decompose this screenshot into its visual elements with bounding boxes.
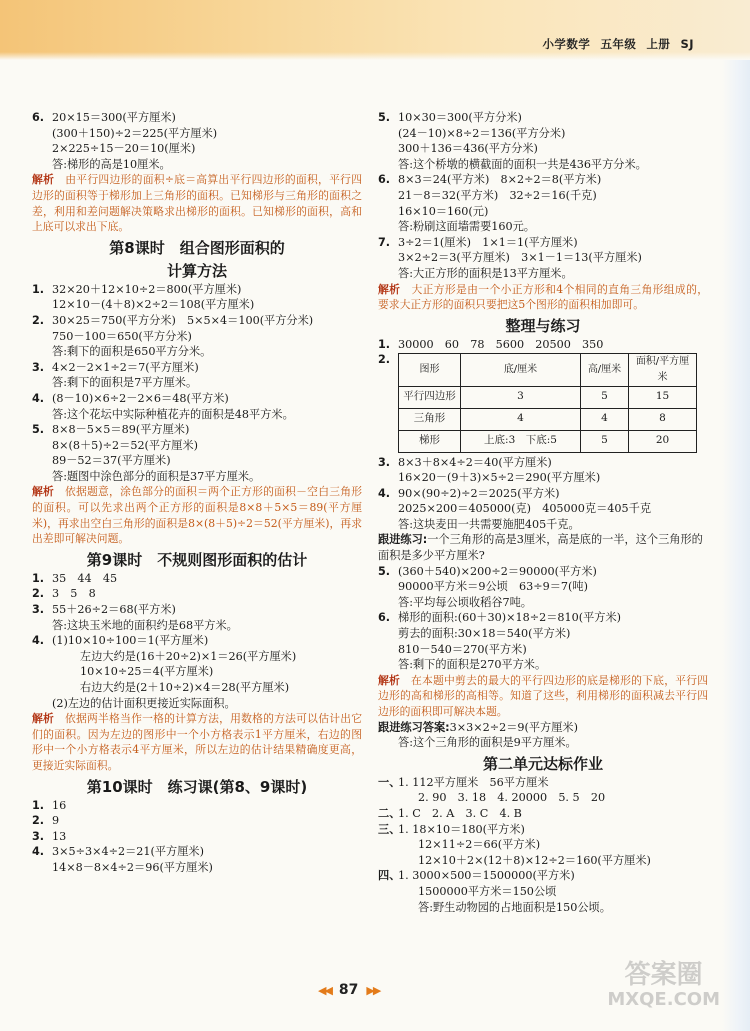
- answer-line: [378, 610, 708, 626]
- item-number: 5.: [378, 111, 391, 124]
- answer-line: [378, 110, 708, 126]
- answer-line: [378, 822, 708, 838]
- answer-text: 答:这块麦田一共需要施肥405千克。: [398, 517, 580, 531]
- answer-text: 8×3＋8×4÷2＝40(平方厘米): [398, 455, 552, 469]
- item-number: 四、: [378, 869, 401, 883]
- explanation-block: [378, 282, 708, 313]
- item-number: 一、: [378, 775, 401, 789]
- answer-line: [32, 813, 362, 829]
- follow-up-block: [378, 532, 708, 563]
- answer-line: [378, 642, 708, 658]
- answer-line: [378, 219, 708, 235]
- explanation-text: 在本题中剪去的最大的平行四边形的底是梯形的下底，平行四边形的高和梯形的高相等。知道了这些，利用梯形的面积减去平行四边形的面积即可解决本题。: [378, 673, 709, 718]
- answer-line: [378, 868, 708, 884]
- answer-text: 答:野生动物园的占地面积是150公顷。: [418, 900, 611, 914]
- answer-text: 16×10＝160(元): [398, 204, 489, 218]
- answer-line: [32, 571, 362, 587]
- answer-text: 55＋26÷2＝68(平方米): [52, 603, 176, 617]
- table-cell: 三角形: [399, 408, 461, 430]
- explanation-text: 由平行四边形的面积÷底＝高算出平行四边形的面积，平行四边形的面积等于梯形加上三角形的面积。已知梯形与三角形的面积之差，利用和差问题解决策略求出梯形的面积。已知梯形的面积，高和上底可以求出下底。: [32, 173, 363, 234]
- answer-line: [378, 564, 708, 580]
- answer-line: [32, 829, 362, 845]
- answer-text: 8×8－5×5＝89(平方厘米): [52, 423, 190, 437]
- answer-text: 30000 60 78 5600 20500 350: [398, 337, 604, 351]
- answer-text: 10×30＝300(平方分米): [398, 111, 522, 124]
- answer-text: 1500000平方米＝150公顷: [418, 884, 557, 898]
- right-column: [378, 110, 708, 915]
- item-number: 1.: [32, 798, 45, 812]
- explanation-block: [32, 711, 362, 773]
- answer-line: [378, 806, 708, 822]
- answer-text: 12×10＋2×(12＋8)×12÷2＝160(平方厘米): [418, 853, 651, 867]
- table-cell: 梯形: [399, 430, 461, 452]
- answer-line: [378, 141, 708, 157]
- table-cell: 4: [461, 408, 581, 430]
- item-number: 3.: [32, 360, 45, 374]
- answer-text: 20×15＝300(平方厘米): [52, 111, 176, 124]
- item-number: 4.: [32, 845, 45, 859]
- explanation-block: [32, 172, 362, 234]
- item-number: 6.: [32, 111, 45, 124]
- answer-text: 35 44 45: [52, 571, 118, 585]
- section-title: 整理与练习: [505, 316, 581, 335]
- answer-line: [32, 391, 362, 407]
- answer-line: [32, 141, 362, 157]
- answer-line: [378, 579, 708, 595]
- answer-text: 1. C 2. A 3. C 4. B: [398, 806, 522, 820]
- answer-line: [378, 884, 708, 900]
- answer-text: 答:梯形的高是10厘米。: [52, 157, 171, 171]
- section-title: 第10课时 练习课(第8、9课时): [86, 777, 308, 796]
- follow-up-text: 3×3×2÷2＝9(平方厘米): [449, 720, 578, 734]
- answer-text: 答:剩下的面积是650平方分米。: [52, 345, 212, 359]
- answer-text: 2. 90 3. 18 4. 20000 5. 5 20: [418, 791, 606, 805]
- page-number: 87: [338, 982, 359, 998]
- answer-text: 1. 3000×500＝1500000(平方米): [398, 869, 575, 883]
- book-volume: 上册: [646, 37, 671, 51]
- answer-line: [32, 157, 362, 173]
- answer-text: 8×(8＋5)÷2＝52(平方厘米): [52, 438, 199, 452]
- answer-text: 答:剩下的面积是7平方厘米。: [52, 376, 198, 390]
- answer-line: [32, 602, 362, 618]
- answer-line: [378, 188, 708, 204]
- follow-up-text: 一个三角形的高是3厘米，高是底的一半，这个三角形的面积是多少平方厘米?: [378, 533, 703, 563]
- item-number: 3.: [32, 603, 45, 617]
- answer-text: 答:这个三角形的面积是9平方厘米。: [398, 736, 577, 750]
- answer-line: [378, 250, 708, 266]
- answer-line: [32, 407, 362, 423]
- answer-text: 3÷2＝1(厘米) 1×1＝1(平方厘米): [398, 235, 578, 249]
- answer-line: [378, 517, 708, 533]
- answer-line: [32, 438, 362, 454]
- item-number: 1.: [32, 571, 45, 585]
- answer-text: 剪去的面积:30×18＝540(平方米): [398, 627, 571, 641]
- item-number: 6.: [378, 611, 391, 625]
- item-number: 5.: [378, 564, 391, 578]
- answer-line: [32, 344, 362, 360]
- item-number: 6.: [378, 173, 391, 187]
- item-number: 4.: [32, 391, 45, 405]
- table-cell: 5: [581, 386, 629, 408]
- answer-text: 答:这块玉米地的面积约是68平方米。: [52, 618, 238, 632]
- explanation-label: 解析: [32, 485, 55, 499]
- answer-line: [378, 470, 708, 486]
- table-header-cell: 底/厘米: [461, 354, 581, 386]
- table-cell: 5: [581, 430, 629, 452]
- answer-text: 梯形的面积:(60＋30)×18÷2＝810(平方米): [398, 611, 622, 625]
- answer-line: [378, 126, 708, 142]
- answer-text: 12×11÷2＝66(平方米): [418, 838, 541, 852]
- answer-line: [32, 375, 362, 391]
- table-row: [399, 430, 697, 452]
- answer-line: [32, 329, 362, 345]
- answer-line: [32, 469, 362, 485]
- book-grade: 五年级: [600, 37, 637, 51]
- item-number: 1.: [378, 337, 391, 351]
- page-edge-strip: [722, 60, 750, 1031]
- answer-line: [32, 126, 362, 142]
- answer-line: [378, 837, 708, 853]
- answer-text: 21－8＝32(平方米) 32÷2＝16(千克): [398, 188, 597, 202]
- section-title: 第9课时 不规则图形面积的估计: [86, 550, 308, 569]
- explanation-label: 解析: [32, 712, 55, 726]
- book-tag: [532, 37, 694, 53]
- answer-line: [32, 110, 362, 126]
- answer-line: [32, 360, 362, 376]
- answer-line: [378, 157, 708, 173]
- answer-text: (1)10×10÷100＝1(平方厘米): [52, 634, 209, 648]
- answer-text: 300＋136＝436(平方分米): [398, 142, 538, 156]
- table-cell: 15: [629, 386, 697, 408]
- explanation-block: [32, 484, 362, 546]
- item-number: 2.: [32, 313, 45, 327]
- answer-text: 左边大约是(16＋20÷2)×1＝26(平方厘米): [80, 649, 297, 663]
- item-number: 2.: [32, 814, 45, 828]
- answer-text: (300＋150)÷2＝225(平方厘米): [52, 126, 218, 140]
- table-header-cell: 面积/平方厘米: [629, 354, 697, 386]
- answer-text: 答:平均每公顷收稻谷7吨。: [398, 595, 532, 609]
- answer-text: 90000平方米＝9公顷 63÷9＝7(吨): [398, 580, 588, 594]
- answer-line: [32, 680, 362, 696]
- table-cell: 3: [461, 386, 581, 408]
- answer-text: 1. 18×10＝180(平方米): [398, 822, 525, 836]
- answer-text: 答:这个花坛中实际种植花卉的面积是48平方米。: [52, 407, 294, 421]
- item-number: 7.: [378, 235, 391, 249]
- answer-line: [32, 649, 362, 665]
- answer-line: [378, 486, 708, 502]
- item-number: 2.: [378, 353, 391, 367]
- answer-line: [378, 790, 708, 806]
- table-item: [378, 352, 708, 452]
- answer-line: [378, 501, 708, 517]
- answer-text: 2025×200＝405000(克) 405000克＝405千克: [398, 502, 652, 516]
- item-number: 4.: [378, 486, 391, 500]
- answer-line: [32, 844, 362, 860]
- answer-text: 32×20＋12×10÷2＝800(平方厘米): [52, 282, 242, 296]
- answer-text: (8－10)×6÷2－2×6＝48(平方米): [52, 391, 229, 405]
- answer-text: 13: [52, 829, 67, 843]
- answer-line: [378, 266, 708, 282]
- item-number: 二、: [378, 806, 401, 820]
- answer-text: 4×2－2×1÷2＝7(平方厘米): [52, 360, 199, 374]
- explanation-label: 解析: [32, 173, 55, 187]
- answer-line: [32, 453, 362, 469]
- answer-line: [32, 313, 362, 329]
- answer-text: 答:粉刷这面墙需要160元。: [398, 220, 535, 234]
- answer-line: [378, 595, 708, 611]
- book-edition: SJ: [680, 37, 694, 51]
- answer-text: 右边大约是(2＋10÷2)×4＝28(平方厘米): [80, 681, 290, 694]
- answer-line: [32, 633, 362, 649]
- answer-text: 3×5÷3×4÷2＝21(平方厘米): [52, 845, 204, 859]
- follow-up-label: 跟进练习答案:: [378, 720, 450, 734]
- item-number: 1.: [32, 282, 45, 296]
- answer-line: [378, 775, 708, 791]
- answer-text: 16: [52, 798, 67, 812]
- section-title: 计算方法: [166, 261, 227, 280]
- item-number: 3.: [378, 455, 391, 469]
- answer-text: 2×225÷15－20＝10(厘米): [52, 142, 196, 156]
- answer-line: [378, 735, 708, 751]
- left-column: [32, 110, 362, 876]
- table-cell: 平行四边形: [399, 386, 461, 408]
- answer-line: [378, 204, 708, 220]
- follow-up-label: 跟进练习:: [378, 533, 428, 547]
- answer-table: [398, 353, 697, 452]
- answer-line: [32, 586, 362, 602]
- answer-line: [32, 860, 362, 876]
- explanation-text: 依据题意，涂色部分的面积＝两个正方形的面积－空白三角形的面积。可以先求出两个正方形的面积是8×8＋5×5＝89(平方厘米)，再求出空白三角形的面积是8×(8＋5)÷2＝52(平方厘米)，再求出差即可解决问题。: [32, 485, 363, 546]
- table-row: [399, 386, 697, 408]
- answer-line: [378, 853, 708, 869]
- explanation-label: 解析: [378, 282, 401, 296]
- table-header-cell: 高/厘米: [581, 354, 629, 386]
- answer-line: [378, 900, 708, 916]
- answer-line: [32, 422, 362, 438]
- answer-text: 9: [52, 814, 60, 828]
- answer-text: 答:题图中涂色部分的面积是37平方厘米。: [52, 469, 261, 483]
- item-number: 5.: [32, 423, 45, 437]
- explanation-text: 大正方形是由一个小正方形和4个相同的直角三角形组成的，要求大正方形的面积只要把这5个图形的面积相加即可。: [378, 282, 709, 312]
- follow-up-block: [378, 720, 708, 736]
- answer-line: [378, 455, 708, 471]
- item-number: 4.: [32, 634, 45, 648]
- table-cell: 20: [629, 430, 697, 452]
- explanation-block: [378, 673, 708, 720]
- answer-line: [378, 172, 708, 188]
- table-cell: 4: [581, 408, 629, 430]
- answer-text: 8×3＝24(平方米) 8×2÷2＝8(平方米): [398, 173, 602, 187]
- answer-text: 答:这个桥墩的横截面的面积一共是436平方分米。: [398, 157, 647, 171]
- answer-text: 答:大正方形的面积是13平方厘米。: [398, 266, 573, 280]
- answer-text: 1. 112平方厘米 56平方厘米: [398, 775, 549, 789]
- table-header-cell: 图形: [399, 354, 461, 386]
- table-row: [399, 408, 697, 430]
- answer-text: (24－10)×8÷2＝136(平方分米): [398, 126, 566, 140]
- answer-line: [32, 696, 362, 712]
- answer-line: [32, 297, 362, 313]
- answer-line: [378, 235, 708, 251]
- answer-line: [32, 618, 362, 634]
- book-subject: 小学数学: [542, 37, 591, 51]
- answer-text: 89－52＝37(平方厘米): [52, 454, 171, 468]
- answer-text: (2)左边的估计面积更接近实际面积。: [52, 696, 236, 710]
- table-cell: 上底:3 下底:5: [461, 430, 581, 452]
- answer-text: 16×20－(9＋3)×5÷2＝290(平方厘米): [398, 471, 601, 485]
- answer-text: 30×25＝750(平方分米) 5×5×4＝100(平方分米): [52, 313, 314, 327]
- answer-text: 3×2÷2＝3(平方厘米) 3×1－1＝13(平方厘米): [398, 251, 642, 265]
- page-footer: [318, 983, 379, 999]
- answer-text: 810－540＝270(平方米): [398, 642, 527, 656]
- item-number: 2.: [32, 587, 45, 601]
- table-cell: 8: [629, 408, 697, 430]
- section-title: 第8课时 组合图形面积的: [109, 238, 285, 257]
- answer-line: [32, 798, 362, 814]
- answer-text: 14×8－8×4÷2＝96(平方厘米): [52, 860, 213, 874]
- answer-line: [378, 657, 708, 673]
- watermark-logo: 答案圈 MXQE.COM: [607, 960, 720, 1010]
- answer-text: 12×10－(4＋8)×2÷2＝108(平方厘米): [52, 298, 255, 312]
- answer-text: (360＋540)×200÷2＝90000(平方米): [398, 564, 597, 578]
- answer-line: [32, 282, 362, 298]
- explanation-label: 解析: [378, 673, 401, 687]
- item-number: 三、: [378, 822, 401, 836]
- item-number: 3.: [32, 829, 45, 843]
- section-title: 第二单元达标作业: [482, 754, 603, 773]
- answer-line: [32, 664, 362, 680]
- answer-text: 答:剩下的面积是270平方米。: [398, 658, 547, 672]
- answer-text: 750－100＝650(平方分米): [52, 329, 192, 343]
- answer-text: 10×10÷25＝4(平方厘米): [80, 665, 214, 679]
- answer-line: [378, 626, 708, 642]
- next-arrows-icon: ▶▶: [366, 984, 380, 997]
- prev-arrows-icon: ◀◀: [318, 984, 331, 997]
- answer-line: [378, 337, 708, 353]
- answer-text: 90×(90÷2)÷2＝2025(平方米): [398, 486, 560, 500]
- explanation-text: 依据两半格当作一格的计算方法，用数格的方法可以估计出它们的面积。因为左边的图形中一个小方格表示1平方厘米，右边的图形中一个小方格表示4平方厘米，所以左边的估计结果精确度更高，更接近实际面积。: [32, 712, 363, 772]
- answer-text: 3 5 8: [52, 587, 96, 601]
